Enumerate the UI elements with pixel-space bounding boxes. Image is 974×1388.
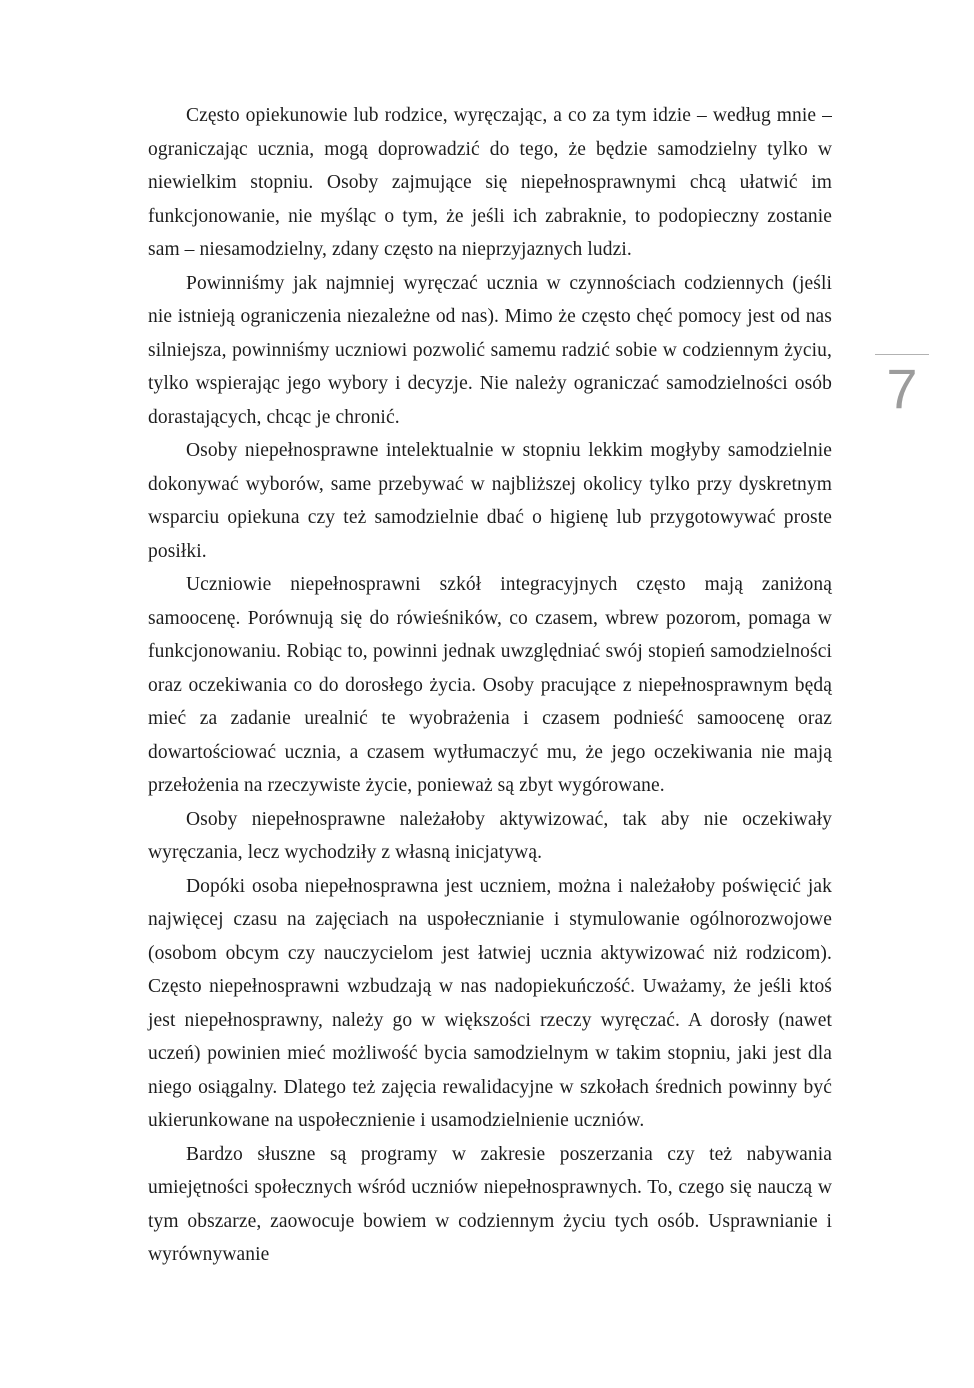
body-text — [148, 99, 832, 1272]
page-number-rule — [875, 354, 929, 355]
paragraph-3: Osoby niepełnosprawne intelektualnie w stopniu lekkim mogłyby samodzielnie dokonywać wyborów, same przebywać w najbliższej okolicy tylko przy dyskretnym wsparciu opiekuna czy też samodzielnie dbać o higienę lub przygotowywać proste posiłki. — [148, 440, 832, 562]
paragraph-4: Uczniowie niepełnosprawni szkół integracyjnych często mają zaniżoną samoocenę. Porównują się do rówieśników, co czasem, wbrew pozorom, pomaga w funkcjonowaniu. Robiąc to, powinni jednak uwzględniać swój stopień samodzielności oraz oczekiwania co do dorosłego życia. Osoby pracujące z niepełnosprawnym będą mieć za zadanie urealnić te wyobrażenia i czasem podnieść samoocenę oraz dowartościować ucznia, a czasem wytłumaczyć mu, że jego oczekiwania nie mają przełożenia na rzeczywiste życie, ponieważ są zbyt wygórowane. — [148, 574, 832, 796]
paragraph-1: Często opiekunowie lub rodzice, wyręczając, a co za tym idzie – według mnie – ograniczając ucznia, mogą doprowadzić do tego, że będzie samodzielny tylko w niewielkim stopniu. Osoby zajmujące się niepełnosprawnymi chcą ułatwić im funkcjonowanie, nie myśląc o tym, że jeśli ich zabraknie, to podopieczny zostanie sam – niesamodzielny, zdany często na nieprzyjaznych ludzi. — [148, 105, 832, 260]
page-number: 7 — [886, 357, 918, 420]
paragraph-7: Bardzo słuszne są programy w zakresie poszerzania czy też nabywania umiejętności społecznych wśród uczniów niepełnosprawnych. To, czego się nauczą w tym obszarze, zaowocuje bowiem w codziennym życiu tych osób. Usprawnianie i wyrównywanie — [148, 1143, 832, 1265]
folio — [862, 354, 942, 420]
paragraph-5: Osoby niepełnosprawne należałoby aktywizować, tak aby nie oczekiwały wyręczania, lecz wychodziły z własną inicjatywą. — [148, 808, 832, 863]
paragraph-6: Dopóki osoba niepełnosprawna jest uczniem, można i należałoby poświęcić jak najwięcej czasu na zajęciach na uspołecznianie i stymulowanie ogólnorozwojowe (osobom obcym czy nauczycielom jest łatwiej ucznia aktywizować niż rodzicom). Często niepełnosprawni wzbudzają w nas nadopiekuńczość. Uważamy, że jeśli ktoś jest niepełnosprawny, należy go w większości rzeczy wyręczać. A dorosły (nawet uczeń) powinien mieć możliwość bycia samodzielnym w takim stopniu, jaki jest dla niego osiągalny. Dlatego też zajęcia rewalidacyjne w szkołach średnich powinny być ukierunkowane na uspołecznienie i usamodzielnienie uczniów. — [148, 875, 832, 1131]
paragraph-2: Powinniśmy jak najmniej wyręczać ucznia w czynnościach codziennych (jeśli nie istnieją ograniczenia niezależne od nas). Mimo że często chęć pomocy jest od nas silniejsza, powinniśmy uczniowi pozwolić samemu radzić sobie w codziennym życiu, tylko wspierając jego wybory i decyzje. Nie należy ograniczać samodzielności osób dorastających, chcąc je chronić. — [148, 272, 832, 428]
